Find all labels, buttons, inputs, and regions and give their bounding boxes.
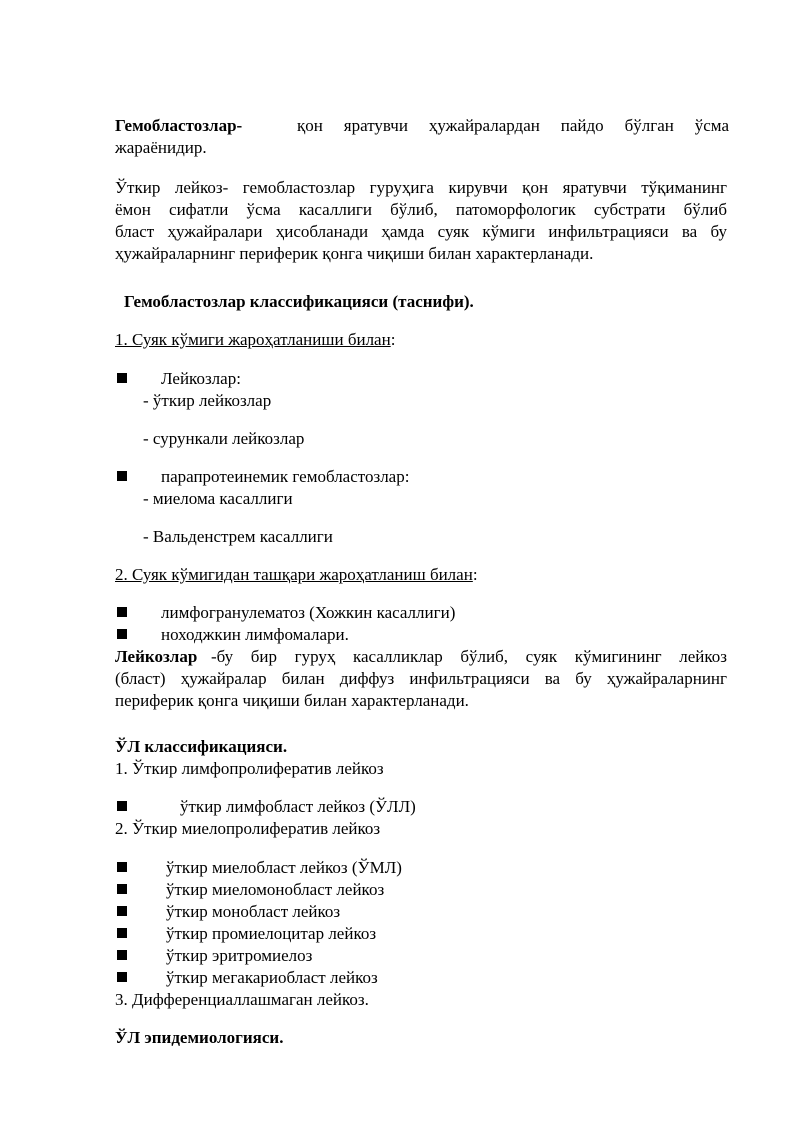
leukosis-line1: -бу бир гуруҳ касалликлар бўлиб, суяк кўмигининг лейкоз [211,647,727,666]
bullet-square-icon [117,629,127,639]
ul-item2-sub: ўткир миелобласт лейкоз (ЎМЛ) [166,858,402,877]
ul-item2: 2. Ўткир миелопролифератив лейкоз [115,819,381,838]
leukosis-definition [115,646,727,712]
bullet-square-icon [117,906,127,916]
group1-bullet2-sub: - миелома касаллиги [143,489,293,508]
classification-heading: Гемобластозлар классификацияси (таснифи). [124,292,474,311]
group1-bullet2-label: парапротеинемик гемобластозлар: [161,467,410,486]
ul-item1: 1. Ўткир лимфопролифератив лейкоз [115,759,384,778]
bullet-square-icon [117,801,127,811]
epidemiology-heading: ЎЛ эпидемиологияси. [115,1028,284,1047]
bullet-square-icon [117,607,127,617]
ul-item2-sub: ўткир миеломонобласт лейкоз [166,880,385,899]
bullet-square-icon [117,950,127,960]
ul-item2-sub: ўткир мегакариобласт лейкоз [166,968,378,987]
group1-bullet1-sub: - сурункали лейкозлар [143,429,305,448]
group1-bullet2-sub: - Вальденстрем касаллиги [143,527,333,546]
bullet-square-icon [117,972,127,982]
intro-paragraph [115,115,729,159]
paragraph-line: ёмон сифатли ўсма касаллиги бўлиб, патоморфологик субстрати бўлиб [115,200,727,219]
bullet-square-icon [117,862,127,872]
group1-title: 1. Суяк кўмиги жароҳатланиши билан: [115,330,396,349]
group2-title: 2. Суяк кўмигидан ташқари жароҳатланиш билан: [115,565,478,584]
ul-item3: 3. Дифференциаллашмаган лейкоз. [115,990,369,1009]
leukosis-line3: периферик қонга чиқиши билан характерланади. [115,691,469,710]
bullet-square-icon [117,928,127,938]
ul-classification-heading: ЎЛ классификацияси. [115,737,288,756]
leukosis-line2: (бласт) ҳужайралар билан диффуз инфильтрацияси ва бу ҳужайраларнинг [115,669,727,688]
ul-item2-sub: ўткир промиелоцитар лейкоз [166,924,377,943]
ul-item1-sub: ўткир лимфобласт лейкоз (ЎЛЛ) [180,797,416,816]
intro-definition-line1: қон яратувчи ҳужайралардан пайдо бўлган ўсма [297,116,729,135]
leukosis-term: Лейкозлар [115,647,198,666]
group2-item: лимфогранулематоз (Хожкин касаллиги) [161,603,456,622]
group1-bullet1-sub: - ўткир лейкозлар [143,391,272,410]
bullet-square-icon [117,471,127,481]
acute-leukosis-paragraph [115,177,727,265]
bullet-square-icon [117,373,127,383]
intro-definition-line2: жараёнидир. [115,138,207,157]
group1-bullet1-label: Лейкозлар: [161,369,241,388]
bullet-square-icon [117,884,127,894]
paragraph-line: Ўткир лейкоз- гемобластозлар гуруҳига кирувчи қон яратувчи тўқиманинг [115,178,727,197]
ul-item2-sub: ўткир монобласт лейкоз [166,902,341,921]
paragraph-line: ҳужайраларнинг периферик қонга чиқиши билан характерланади. [115,244,594,263]
intro-term: Гемобластозлар- [115,116,243,135]
group2-item: ноходжкин лимфомалари. [161,625,349,644]
paragraph-line: бласт ҳужайралари ҳисобланади ҳамда суяк кўмиги инфильтрацияси ва бу [115,222,727,241]
ul-item2-sub: ўткир эритромиелоз [166,946,313,965]
